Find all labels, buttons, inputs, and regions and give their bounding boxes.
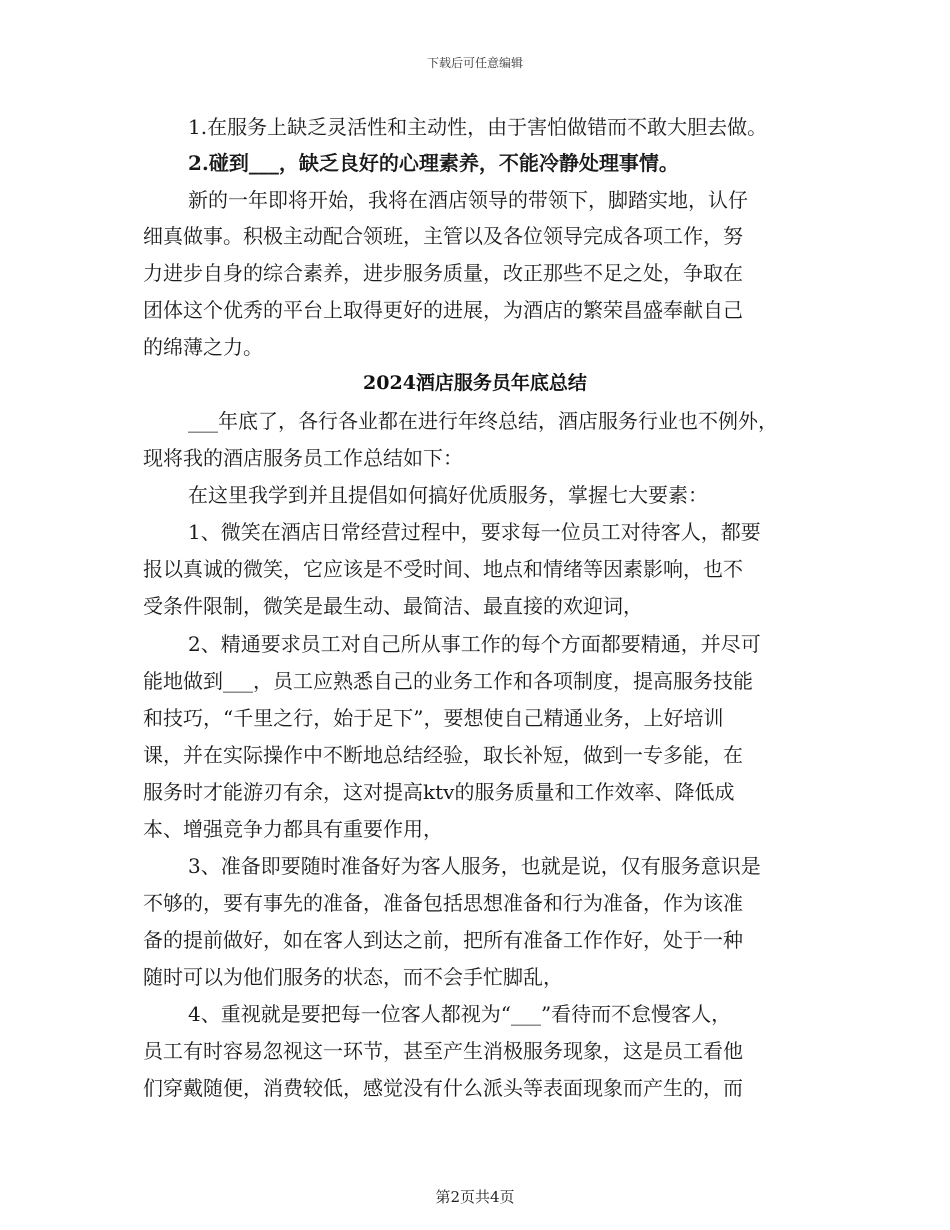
paragraph-line: 受条件限制，微笑是最生动、最简洁、最直接的欢迎词， [143, 594, 643, 618]
paragraph-line: 备的提前做好，如在客人到达之前，把所有准备工作作好，处于一种 [143, 928, 743, 952]
paragraph-line: 员工有时容易忽视这一环节，甚至产生消极服务现象，这是员工看他 [143, 1039, 743, 1063]
paragraph-line: 和技巧，“千里之行，始于足下”，要想使自己精通业务，上好培训 [143, 706, 724, 730]
paragraph-line: 3、准备即要随时准备好为客人服务，也就是说，仅有服务意识是 [188, 854, 761, 878]
paragraph-line: 1、微笑在酒店日常经营过程中，要求每一位员工对待客人，都要 [188, 520, 761, 544]
paragraph-line: 的绵薄之力。 [143, 335, 263, 359]
paragraph-line: 服务时才能游刃有余，这对提高ktv的服务质量和工作效率、降低成 [143, 780, 735, 804]
header-note: 下载后可任意编辑 [426, 56, 523, 70]
paragraph-line: 随时可以为他们服务的状态，而不会手忙脚乱， [143, 965, 563, 989]
paragraph-line: 团体这个优秀的平台上取得更好的进展，为酒店的繁荣昌盛奉献自己 [143, 298, 743, 322]
list-item-2: 2.碰到___，缺乏良好的心理素养，不能冷静处理事情。 [188, 151, 679, 175]
paragraph-line: 4、重视就是要把每一位客人都视为“___”看待而不怠慢客人， [188, 1002, 732, 1026]
paragraph-line: 2、精通要求员工对自己所从事工作的每个方面都要精通，并尽可 [188, 632, 761, 656]
paragraph-line: 现将我的酒店服务员工作总结如下： [143, 446, 463, 470]
paragraph-line: 们穿戴随便，消费较低，感觉没有什么派头等表面现象而产生的，而 [143, 1076, 743, 1100]
paragraph-line: 不够的，要有事先的准备，准备包括思想准备和行为准备，作为该准 [143, 891, 743, 915]
page-number: 第2页共4页 [435, 1188, 515, 1206]
paragraph-line: ___年底了，各行各业都在进行年终总结，酒店服务行业也不例外， [188, 409, 778, 433]
paragraph-line: 新的一年即将开始，我将在酒店领导的带领下，脚踏实地，认仔 [188, 188, 748, 212]
paragraph-line: 本、增强竞争力都具有重要作用， [143, 817, 443, 841]
paragraph-line: 能地做到___，员工应熟悉自己的业务工作和各项制度，提高服务技能 [143, 669, 753, 693]
list-item-1: 1.在服务上缺乏灵活性和主动性，由于害怕做错而不敢大胆去做。 [188, 115, 768, 139]
paragraph-line: 力进步自身的综合素养，进步服务质量，改正那些不足之处，争取在 [143, 261, 743, 285]
paragraph-line: 在这里我学到并且提倡如何搞好优质服务，掌握七大要素： [188, 483, 708, 507]
paragraph-line: 细真做事。积极主动配合领班，主管以及各位领导完成各项工作，努 [143, 224, 743, 248]
paragraph-line: 报以真诚的微笑，它应该是不受时间、地点和情绪等因素影响，也不 [143, 557, 743, 581]
paragraph-line: 课，并在实际操作中不断地总结经验，取长补短，做到一专多能，在 [143, 743, 743, 767]
section-title: 2024酒店服务员年底总结 [363, 372, 587, 394]
